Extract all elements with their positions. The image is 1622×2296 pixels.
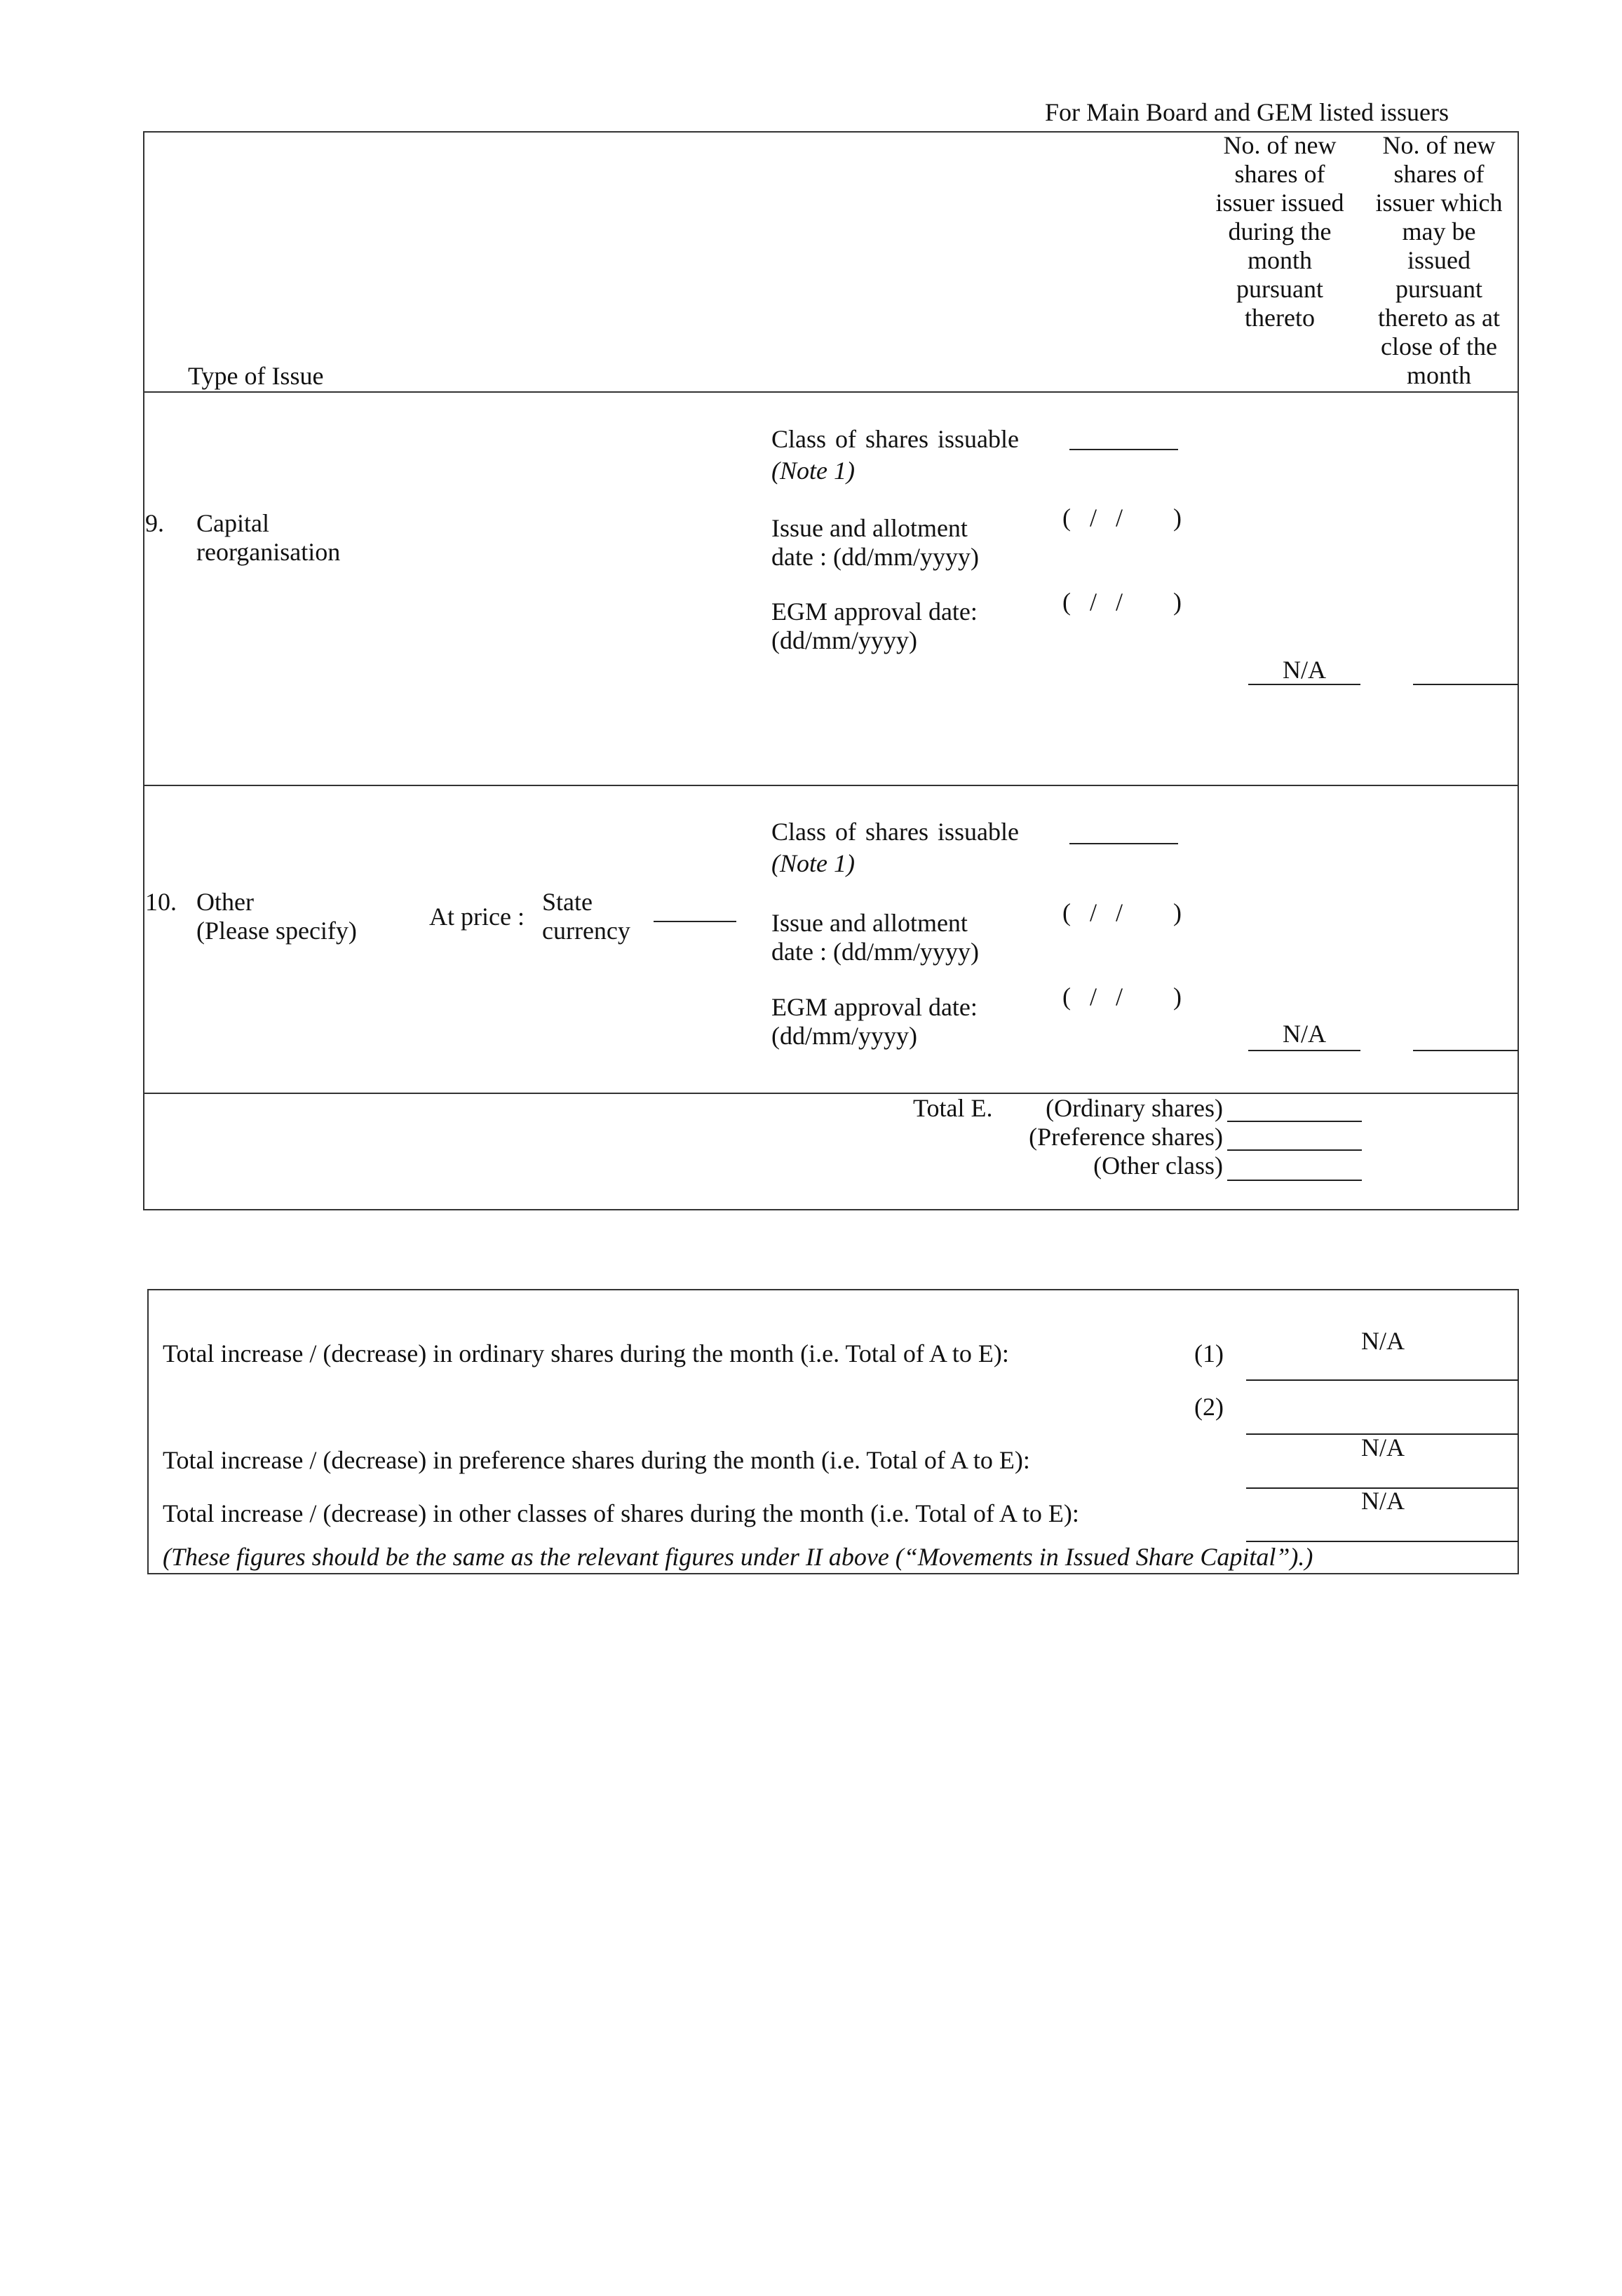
total-other-label: (Other class) [1093,1152,1223,1180]
col-may-be-issued-header: No. of new shares of issuer which may be issued pursuant thereto as at close of the month [1375,131,1503,389]
issued-during-month-value[interactable]: N/A [1283,656,1326,684]
ordinary-index-1: (1) [1194,1339,1224,1368]
egm-date-field[interactable]: ( / / ) [1062,588,1182,616]
col-issued-during-month-header: No. of new shares of issuer issued during the month pursuant thereto [1215,131,1344,332]
total-preference-field[interactable] [1227,1149,1362,1151]
issued-during-month-field[interactable] [1248,1050,1360,1051]
ordinary-field-1[interactable] [1246,1379,1518,1381]
class-of-shares-field[interactable] [1069,449,1178,450]
preference-total-label: Total increase / (decrease) in preference shares during the month (i.e. Total of A to E): [163,1446,1030,1474]
issue-date-field[interactable]: ( / / ) [1062,898,1182,926]
total-preference-label: (Preference shares) [1029,1123,1223,1151]
total-other-field[interactable] [1227,1180,1362,1181]
row-number: 9. [145,509,164,537]
ordinary-total-label: Total increase / (decrease) in ordinary shares during the month (i.e. Total of A to E): [163,1339,1009,1368]
issue-date-label-line2: date : (dd/mm/yyyy) [771,543,979,571]
may-be-issued-field[interactable] [1413,684,1518,685]
header-divider [143,391,1519,393]
egm-date-label-line2: (dd/mm/yyyy) [771,626,917,654]
total-e-label: Total E. [913,1094,993,1122]
row-title-line2: reorganisation [196,538,341,566]
other-value[interactable]: N/A [1361,1487,1405,1515]
egm-date-label: EGM approval date: [771,597,978,626]
class-of-shares-label: Class of shares issuable [771,425,1019,453]
issue-date-label: Issue and allotment [771,909,968,937]
total-ordinary-field[interactable] [1227,1121,1362,1122]
total-ordinary-label: (Ordinary shares) [1046,1094,1223,1122]
at-price-label: At price : [429,903,525,931]
preference-value[interactable]: N/A [1361,1433,1405,1461]
other-total-label: Total increase / (decrease) in other classes of shares during the month (i.e. Total of A to E): [163,1499,1079,1527]
may-be-issued-field[interactable] [1413,1050,1518,1051]
issue-date-label-line2: date : (dd/mm/yyyy) [771,938,979,966]
egm-date-label: EGM approval date: [771,993,978,1021]
issue-date-label: Issue and allotment [771,514,968,542]
class-of-shares-label: Class of shares issuable [771,818,1019,846]
issued-during-month-value[interactable]: N/A [1283,1020,1326,1048]
issue-date-field[interactable]: ( / / ) [1062,504,1182,532]
state-currency-label-line2: currency [542,917,630,945]
type-of-issue-header: Type of Issue [188,362,324,390]
summary-footnote: (These figures should be the same as the relevant figures under II above (“Movements in Issued Share Capital”).) [163,1543,1313,1571]
other-field[interactable] [1246,1541,1518,1542]
row-divider [143,785,1519,786]
ordinary-index-2: (2) [1194,1393,1224,1421]
row-number: 10. [145,888,177,916]
state-currency-label: State [542,888,593,916]
row-title-line2: (Please specify) [196,917,357,945]
class-of-shares-field[interactable] [1069,843,1178,844]
note-reference: (Note 1) [771,457,855,485]
egm-date-label-line2: (dd/mm/yyyy) [771,1022,917,1050]
egm-date-field[interactable]: ( / / ) [1062,982,1182,1011]
price-field[interactable] [654,921,736,922]
row-divider [143,1093,1519,1094]
ordinary-value-1[interactable]: N/A [1361,1327,1405,1355]
issued-during-month-field[interactable] [1248,684,1360,685]
row-title: Capital [196,509,269,537]
row-title: Other [196,888,254,916]
page-header: For Main Board and GEM listed issuers [1045,98,1449,126]
note-reference: (Note 1) [771,849,855,877]
